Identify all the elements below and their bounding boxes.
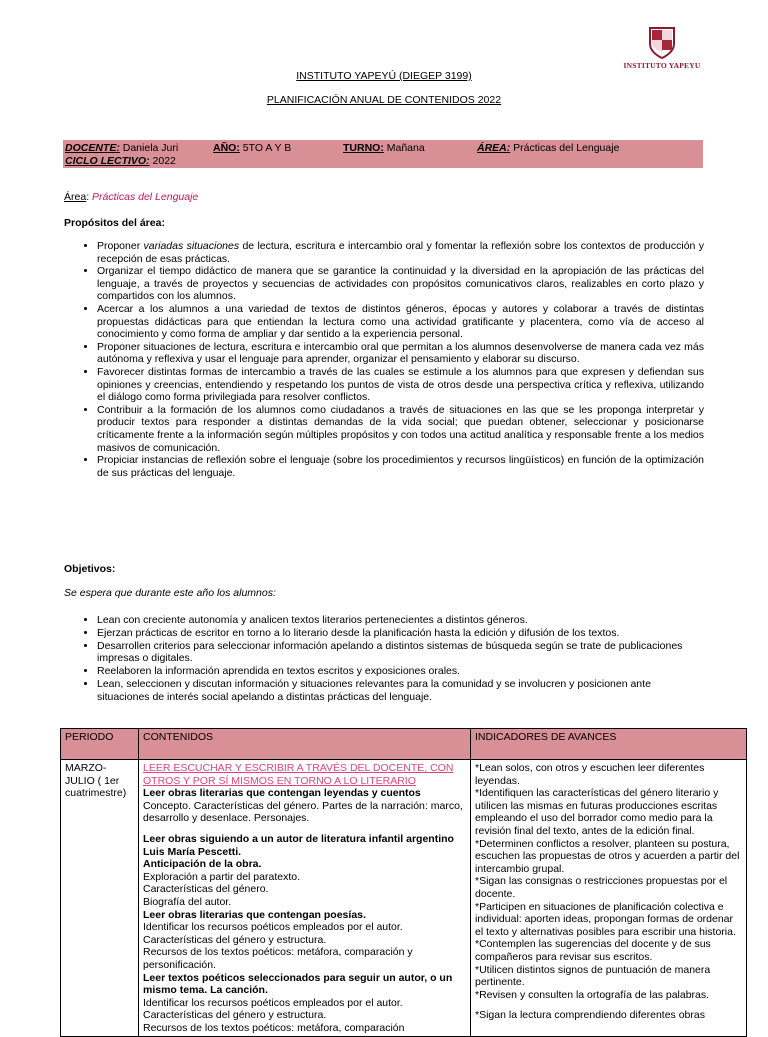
objetivos-list [64,614,704,704]
objetivos-title: Objetivos: [64,563,116,575]
content-heading: Anticipación de la obra. [143,858,262,871]
content-text: Características del género y estructura. [143,933,327,946]
content-text: Concepto. Características del género. Partes de la narración: marco, desarrollo y desenlace. Personajes. [143,799,463,825]
header-indicadores: INDICADORES DE AVANCES [471,729,747,760]
indicator-item: *Participen en situaciones de planificación colectiva e individual: aporten ideas, propongan formas de ordenar el texto y alternativas posibles para escribir una historia. [475,900,736,938]
indicadores-cell [471,760,747,1037]
indicator-item: *Determinen conflictos a resolver, planteen su postura, escuchen las propuestas de otros y acuerden a partir del intercambio grupal. [475,837,740,875]
logo-name: INSTITUTO YAPEYU [623,61,701,70]
ciclo-field: CICLO LECTIVO: 2022 [65,155,176,167]
crest-icon [648,26,676,60]
content-text: Identificar los recursos poéticos empleados por el autor. [143,921,403,934]
list-item: • Favorecer distintas formas de intercambio a través de las cuales se estimule a los alumnos para que expresen y defiendan sus opiniones y creencias, entendiendo y respetando los puntos de vista de otros desde una perspectiva crítica y reflexiva, utilizando el diálogo como forma privilegiada para resolver conflictos. [97,366,704,404]
indicator-item: *Revisen y consulten la ortografía de las palabras. [475,988,710,1001]
docente-field: DOCENTE: Daniela Juri [65,142,179,154]
content-text: Recursos de los textos poéticos: metáfora, comparación [143,1021,405,1034]
area-line: Área: Prácticas del Lenguaje [64,191,199,203]
list-item: • Acercar a los alumnos a una variedad de textos de distintos géneros, épocas y autores y colaborar a través de distintas propuestas didácticas para que entiendan la lectura como una actividad gratificante y placentera, como vía de acceso al conocimiento y como forma de ampliar y dar sentido a la experiencia personal. [97,303,704,341]
list-item: • Organizar el tiempo didáctico de manera que se garantice la continuidad y la diversidad en la apropiación de las prácticas del lenguaje, a través de proyectos y secuencias de actividades con propósitos comunicativos claros, realizables en corto plazo y compartidos con los alumnos. [97,265,704,303]
anio-field: AÑO: 5TO A Y B [213,142,292,154]
propositos-title: Propósitos del área: [64,217,165,229]
content-text: Recursos de los textos poéticos: metáfora, comparación y personificación. [143,946,413,971]
indicator-item: *Identifiquen las características del género literario y utilicen las mismas en futuras producciones escritas empleando el uso del borrador como medio para la revisión final del texto, antes de la edición final. [475,787,719,837]
plan-table [60,728,747,1037]
table-header-row [61,729,747,760]
list-item: • Ejerzan prácticas de escritor en torno a lo literario desde la planificación hasta la edición y difusión de los textos. [97,627,704,640]
content-text: Características del género. [143,883,269,896]
content-heading: Leer obras siguiendo a un autor de literatura infantil argentino Luis María Pescetti. [143,832,454,858]
indicator-item: *Sigan la lectura comprendiendo diferentes obras [475,1009,705,1022]
list-item: • Proponer situaciones de lectura, escritura e intercambio oral que permitan a los alumnos desenvolverse de manera cada vez más autónoma y reflexiva y usar el lenguaje para aprender, organizar el pensamiento y elaborar su discurso. [97,341,704,366]
list-item: • Lean con creciente autonomía y analicen textos literarios pertenecientes a distintos géneros. [97,614,704,627]
info-band [63,140,703,168]
school-title: INSTITUTO YAPEYÚ (DIEGEP 3199) [296,70,472,82]
content-text: Identificar los recursos poéticos empleados por el autor. [143,996,403,1009]
plan-title: PLANIFICACIÓN ANUAL DE CONTENIDOS 2022 [266,94,502,106]
school-logo [616,26,708,70]
content-heading: Leer obras literarias que contengan poesías. [143,908,366,921]
table-row [61,760,747,1037]
content-heading: Leer obras literarias que contengan leyendas y cuentos [143,787,421,800]
indicator-item: *Sigan las consignas o restricciones propuestas por el docente. [475,875,728,900]
section-title: LEER ESCUCHAR Y ESCRIBIR A TRAVÉS DEL DOCENTE, CON OTROS Y POR SÍ MISMOS EN TORNO A LO LITERARIO [143,762,454,787]
list-item: • Contribuir a la formación de los alumnos como ciudadanos a través de situaciones en las que se les proponga interpretar y producir textos para responder a distintas demandas de la vida social; que puedan obtener, seleccionar y posicionarse críticamente frente a la información según múltiples propósitos y con todos una actitud analítica y responsable frente a los medios masivos de comunicación. [97,404,704,454]
list-item: • Proponer variadas situaciones de lectura, escritura e intercambio oral y fomentar la reflexión sobre los contextos de producción y recepción de esas prácticas. [97,240,704,265]
objetivos-intro: Se espera que durante este año los alumnos: [64,587,276,599]
list-item: • Propiciar instancias de reflexión sobre el lenguaje (sobre los procedimientos y recursos lingüísticos) en función de la optimización de sus prácticas del lenguaje. [97,454,704,479]
content-heading: Leer textos poéticos seleccionados para seguir un autor, o un mismo tema. La canción. [143,971,453,997]
turno-field: TURNO: Mañana [343,142,425,154]
header-periodo: PERIODO [61,729,139,760]
header-contenidos: CONTENIDOS [139,729,471,760]
list-item: • Lean, seleccionen y discutan información y situaciones relevantes para la comunidad y se involucren y posicionen ante situaciones de interés social apelando a distintas prácticas del lenguaje. [97,678,704,704]
content-text: Biografía del autor. [143,895,232,908]
propositos-list [64,240,704,479]
contenidos-cell [139,760,471,1037]
list-item: • Desarrollen criterios para seleccionar información apelando a distintos sistemas de búsqueda según se trate de publicaciones impresas o digitales. [97,640,704,666]
indicator-item: *Lean solos, con otros y escuchen leer diferentes leyendas. [475,762,705,787]
indicator-item: *Utilicen distintos signos de puntuación de manera pertinente. [475,963,711,989]
content-text: Características del género y estructura. [143,1009,327,1022]
area-field: ÁREA: Prácticas del Lenguaje [477,142,620,154]
periodo-cell: MARZO-JULIO ( 1er cuatrimestre) [61,760,139,1037]
list-item: • Reelaboren la información aprendida en textos escritos y exposiciones orales. [97,665,704,678]
content-text: Exploración a partir del paratexto. [143,870,301,883]
indicator-item: *Contemplen las sugerencias del docente y de sus compañeros para revisar sus escritos. [475,938,711,963]
